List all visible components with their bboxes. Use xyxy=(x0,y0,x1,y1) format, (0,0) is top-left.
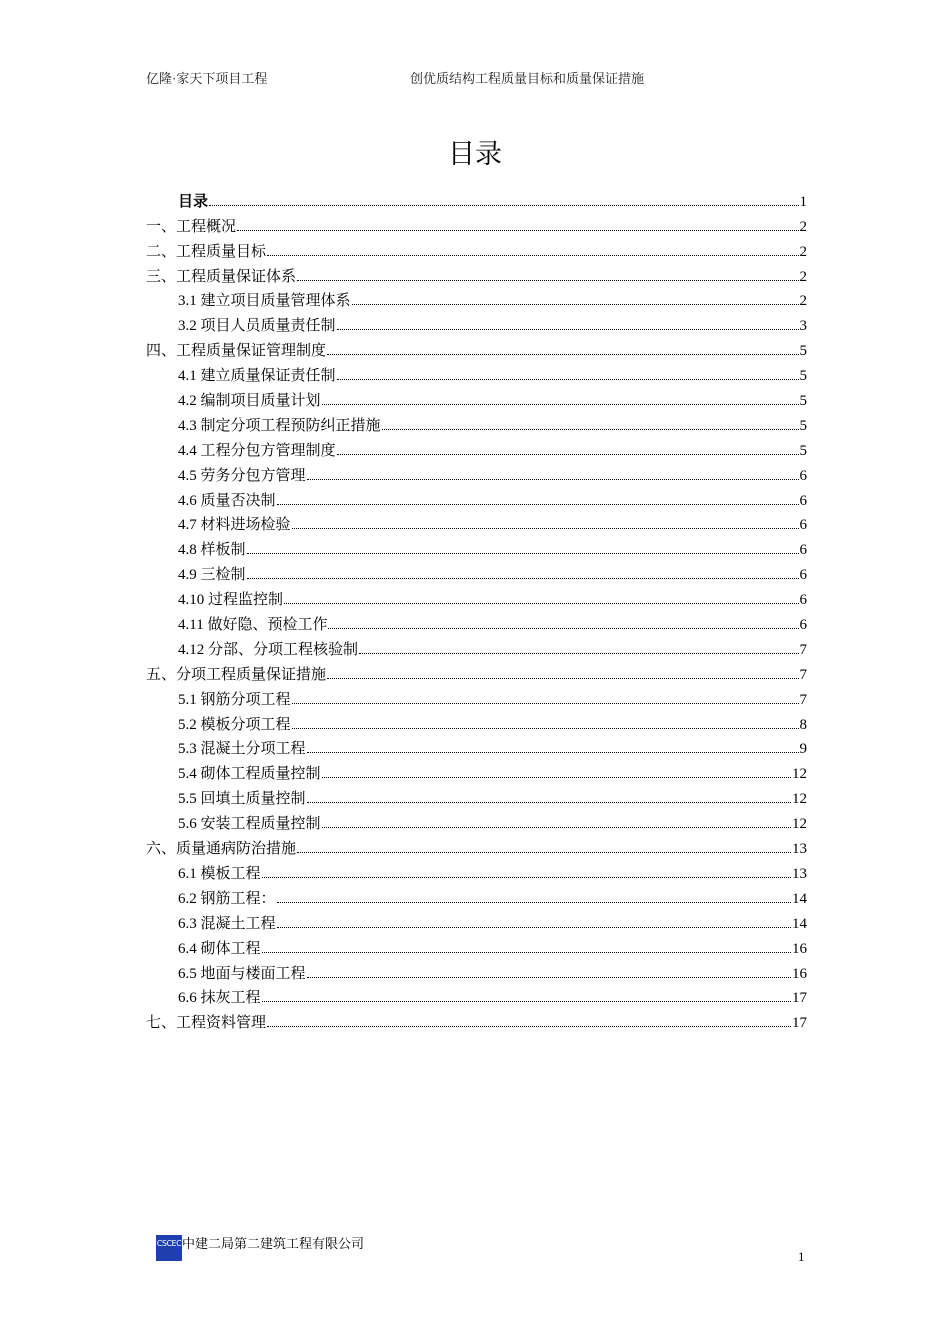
toc-entry[interactable] xyxy=(146,833,807,858)
toc-entry-title: 4.7 材料进场检验 xyxy=(178,517,291,534)
toc-dot-leader xyxy=(292,528,799,529)
toc-entry-title: 七、工程资料管理 xyxy=(146,1015,267,1032)
toc-dot-leader xyxy=(337,329,799,330)
toc-entry-title: 4.12 分部、分项工程核验制 xyxy=(178,641,359,658)
toc-entry-title: 4.8 样板制 xyxy=(178,542,246,559)
toc-entry[interactable] xyxy=(146,783,807,808)
toc-entry[interactable] xyxy=(146,958,807,983)
toc-entry[interactable] xyxy=(146,460,807,485)
toc-entry-page: 1 xyxy=(799,193,807,210)
toc-dot-leader xyxy=(307,977,791,978)
toc-dot-leader xyxy=(277,504,799,505)
toc-dot-leader xyxy=(327,354,798,355)
page-number: 1 xyxy=(798,1249,805,1264)
toc-dot-leader xyxy=(277,927,791,928)
toc-entry-page: 6 xyxy=(799,567,807,584)
toc-dot-leader xyxy=(327,678,798,679)
toc-entry-title: 5.3 混凝土分项工程 xyxy=(178,741,306,758)
toc-entry-title: 4.4 工程分包方管理制度 xyxy=(178,442,336,459)
toc-entry-title: 4.3 制定分项工程预防纠正措施 xyxy=(178,417,381,434)
company-logo-icon: CSCEC xyxy=(156,1235,182,1261)
toc-entry-title: 二、工程质量目标 xyxy=(146,243,267,260)
toc-entry-page: 6 xyxy=(799,492,807,509)
table-of-contents xyxy=(146,186,807,1032)
toc-entry-title: 4.5 劳务分包方管理 xyxy=(178,467,306,484)
toc-entry-page: 6 xyxy=(799,542,807,559)
toc-entry[interactable] xyxy=(146,286,807,311)
toc-dot-leader xyxy=(359,653,798,654)
toc-entry[interactable] xyxy=(146,983,807,1008)
toc-dot-leader xyxy=(382,429,799,430)
toc-entry-page: 16 xyxy=(792,940,807,957)
toc-entry-page: 7 xyxy=(799,641,807,658)
toc-dot-leader xyxy=(328,628,798,629)
header-document-title: 创优质结构工程质量目标和质量保证措施 xyxy=(410,71,645,86)
toc-entry-title: 6.3 混凝土工程 xyxy=(178,915,276,932)
toc-entry-page: 6 xyxy=(799,467,807,484)
toc-entry[interactable] xyxy=(146,435,807,460)
toc-entry-page: 7 xyxy=(799,666,807,683)
toc-dot-leader xyxy=(237,230,798,231)
toc-dot-leader xyxy=(322,404,799,405)
toc-entry-page: 2 xyxy=(799,268,807,285)
toc-entry[interactable] xyxy=(146,261,807,286)
toc-entry[interactable] xyxy=(146,485,807,510)
toc-entry[interactable] xyxy=(146,933,807,958)
toc-entry-page: 17 xyxy=(792,1015,807,1032)
page-title: 目录 xyxy=(448,139,502,170)
toc-dot-leader xyxy=(277,902,791,903)
toc-entry-page: 16 xyxy=(792,965,807,982)
toc-entry-page: 5 xyxy=(799,393,807,410)
toc-dot-leader xyxy=(322,777,791,778)
toc-entry-title: 6.1 模板工程 xyxy=(178,865,261,882)
toc-entry-page: 13 xyxy=(792,865,807,882)
toc-entry-title: 4.9 三检制 xyxy=(178,567,246,584)
toc-entry-title: 4.6 质量否决制 xyxy=(178,492,276,509)
toc-dot-leader xyxy=(262,952,791,953)
toc-entry-title: 六、质量通病防治措施 xyxy=(146,841,297,858)
footer-company-name: 中建二局第二建筑工程有限公司 xyxy=(182,1236,365,1251)
toc-entry[interactable] xyxy=(146,410,807,435)
toc-entry[interactable] xyxy=(146,634,807,659)
toc-entry[interactable] xyxy=(146,360,807,385)
toc-dot-leader xyxy=(337,454,799,455)
toc-entry[interactable] xyxy=(146,559,807,584)
toc-entry[interactable] xyxy=(146,510,807,535)
toc-entry-page: 2 xyxy=(799,243,807,260)
toc-dot-leader xyxy=(297,280,798,281)
toc-dot-leader xyxy=(267,1026,791,1027)
toc-dot-leader xyxy=(247,553,799,554)
toc-dot-leader xyxy=(292,728,799,729)
toc-dot-leader xyxy=(209,205,798,206)
toc-entry-page: 14 xyxy=(792,890,807,907)
header-project-name: 亿隆·家天下项目工程 xyxy=(146,71,268,86)
toc-entry-title: 一、工程概况 xyxy=(146,218,237,235)
toc-entry[interactable] xyxy=(146,808,807,833)
toc-entry-page: 6 xyxy=(799,517,807,534)
toc-entry-page: 3 xyxy=(799,318,807,335)
toc-entry[interactable] xyxy=(146,186,807,211)
toc-entry-title: 4.10 过程监控制 xyxy=(178,592,284,609)
toc-entry[interactable] xyxy=(146,211,807,236)
toc-dot-leader xyxy=(267,255,798,256)
toc-dot-leader xyxy=(322,827,791,828)
toc-entry-title: 目录 xyxy=(178,193,209,210)
toc-dot-leader xyxy=(352,304,799,305)
toc-entry-page: 6 xyxy=(799,592,807,609)
toc-entry-title: 三、工程质量保证体系 xyxy=(146,268,297,285)
toc-dot-leader xyxy=(307,802,791,803)
toc-entry-title: 5.5 回填土质量控制 xyxy=(178,791,306,808)
toc-entry-page: 2 xyxy=(799,293,807,310)
toc-entry-page: 14 xyxy=(792,915,807,932)
toc-entry-page: 17 xyxy=(792,990,807,1007)
toc-entry[interactable] xyxy=(146,734,807,759)
toc-entry-page: 12 xyxy=(792,816,807,833)
toc-entry-page: 9 xyxy=(799,741,807,758)
toc-dot-leader xyxy=(284,603,798,604)
toc-entry[interactable] xyxy=(146,659,807,684)
toc-entry[interactable] xyxy=(146,883,807,908)
toc-entry[interactable] xyxy=(146,534,807,559)
toc-entry[interactable] xyxy=(146,858,807,883)
toc-entry-page: 5 xyxy=(799,417,807,434)
toc-dot-leader xyxy=(292,703,799,704)
toc-entry-title: 3.1 建立项目质量管理体系 xyxy=(178,293,351,310)
toc-entry[interactable] xyxy=(146,310,807,335)
toc-entry-page: 12 xyxy=(792,766,807,783)
toc-entry-title: 6.6 抹灰工程 xyxy=(178,990,261,1007)
toc-entry-page: 7 xyxy=(799,691,807,708)
toc-dot-leader xyxy=(307,479,799,480)
toc-entry[interactable] xyxy=(146,1007,807,1032)
toc-entry-title: 6.5 地面与楼面工程 xyxy=(178,965,306,982)
toc-entry-title: 5.6 安装工程质量控制 xyxy=(178,816,321,833)
toc-entry-page: 5 xyxy=(799,442,807,459)
toc-entry[interactable] xyxy=(146,609,807,634)
toc-entry-title: 4.2 编制项目质量计划 xyxy=(178,393,321,410)
toc-entry[interactable] xyxy=(146,584,807,609)
toc-dot-leader xyxy=(262,1001,791,1002)
toc-entry-title: 5.4 砌体工程质量控制 xyxy=(178,766,321,783)
toc-entry-title: 5.1 钢筋分项工程 xyxy=(178,691,291,708)
toc-entry[interactable] xyxy=(146,385,807,410)
toc-dot-leader xyxy=(297,852,791,853)
toc-dot-leader xyxy=(262,877,791,878)
toc-entry-page: 5 xyxy=(799,343,807,360)
toc-entry-title: 3.2 项目人员质量责任制 xyxy=(178,318,336,335)
toc-entry[interactable] xyxy=(146,684,807,709)
toc-entry-title: 五、分项工程质量保证措施 xyxy=(146,666,327,683)
toc-dot-leader xyxy=(307,752,799,753)
toc-entry[interactable] xyxy=(146,335,807,360)
toc-entry[interactable] xyxy=(146,758,807,783)
toc-entry-title: 6.2 钢筋工程： xyxy=(178,890,276,907)
toc-entry-title: 5.2 模板分项工程 xyxy=(178,716,291,733)
toc-entry-page: 6 xyxy=(799,617,807,634)
toc-entry[interactable] xyxy=(146,908,807,933)
toc-dot-leader xyxy=(337,379,799,380)
toc-entry-page: 5 xyxy=(799,368,807,385)
toc-entry-title: 6.4 砌体工程 xyxy=(178,940,261,957)
toc-entry-title: 4.11 做好隐、预检工作 xyxy=(178,617,328,634)
toc-entry-title: 4.1 建立质量保证责任制 xyxy=(178,368,336,385)
toc-entry[interactable] xyxy=(146,236,807,261)
toc-entry-page: 8 xyxy=(799,716,807,733)
toc-entry-page: 12 xyxy=(792,791,807,808)
toc-entry[interactable] xyxy=(146,709,807,734)
toc-entry-title: 四、工程质量保证管理制度 xyxy=(146,343,327,360)
toc-entry-page: 13 xyxy=(792,841,807,858)
toc-entry-page: 2 xyxy=(799,218,807,235)
toc-dot-leader xyxy=(247,578,799,579)
